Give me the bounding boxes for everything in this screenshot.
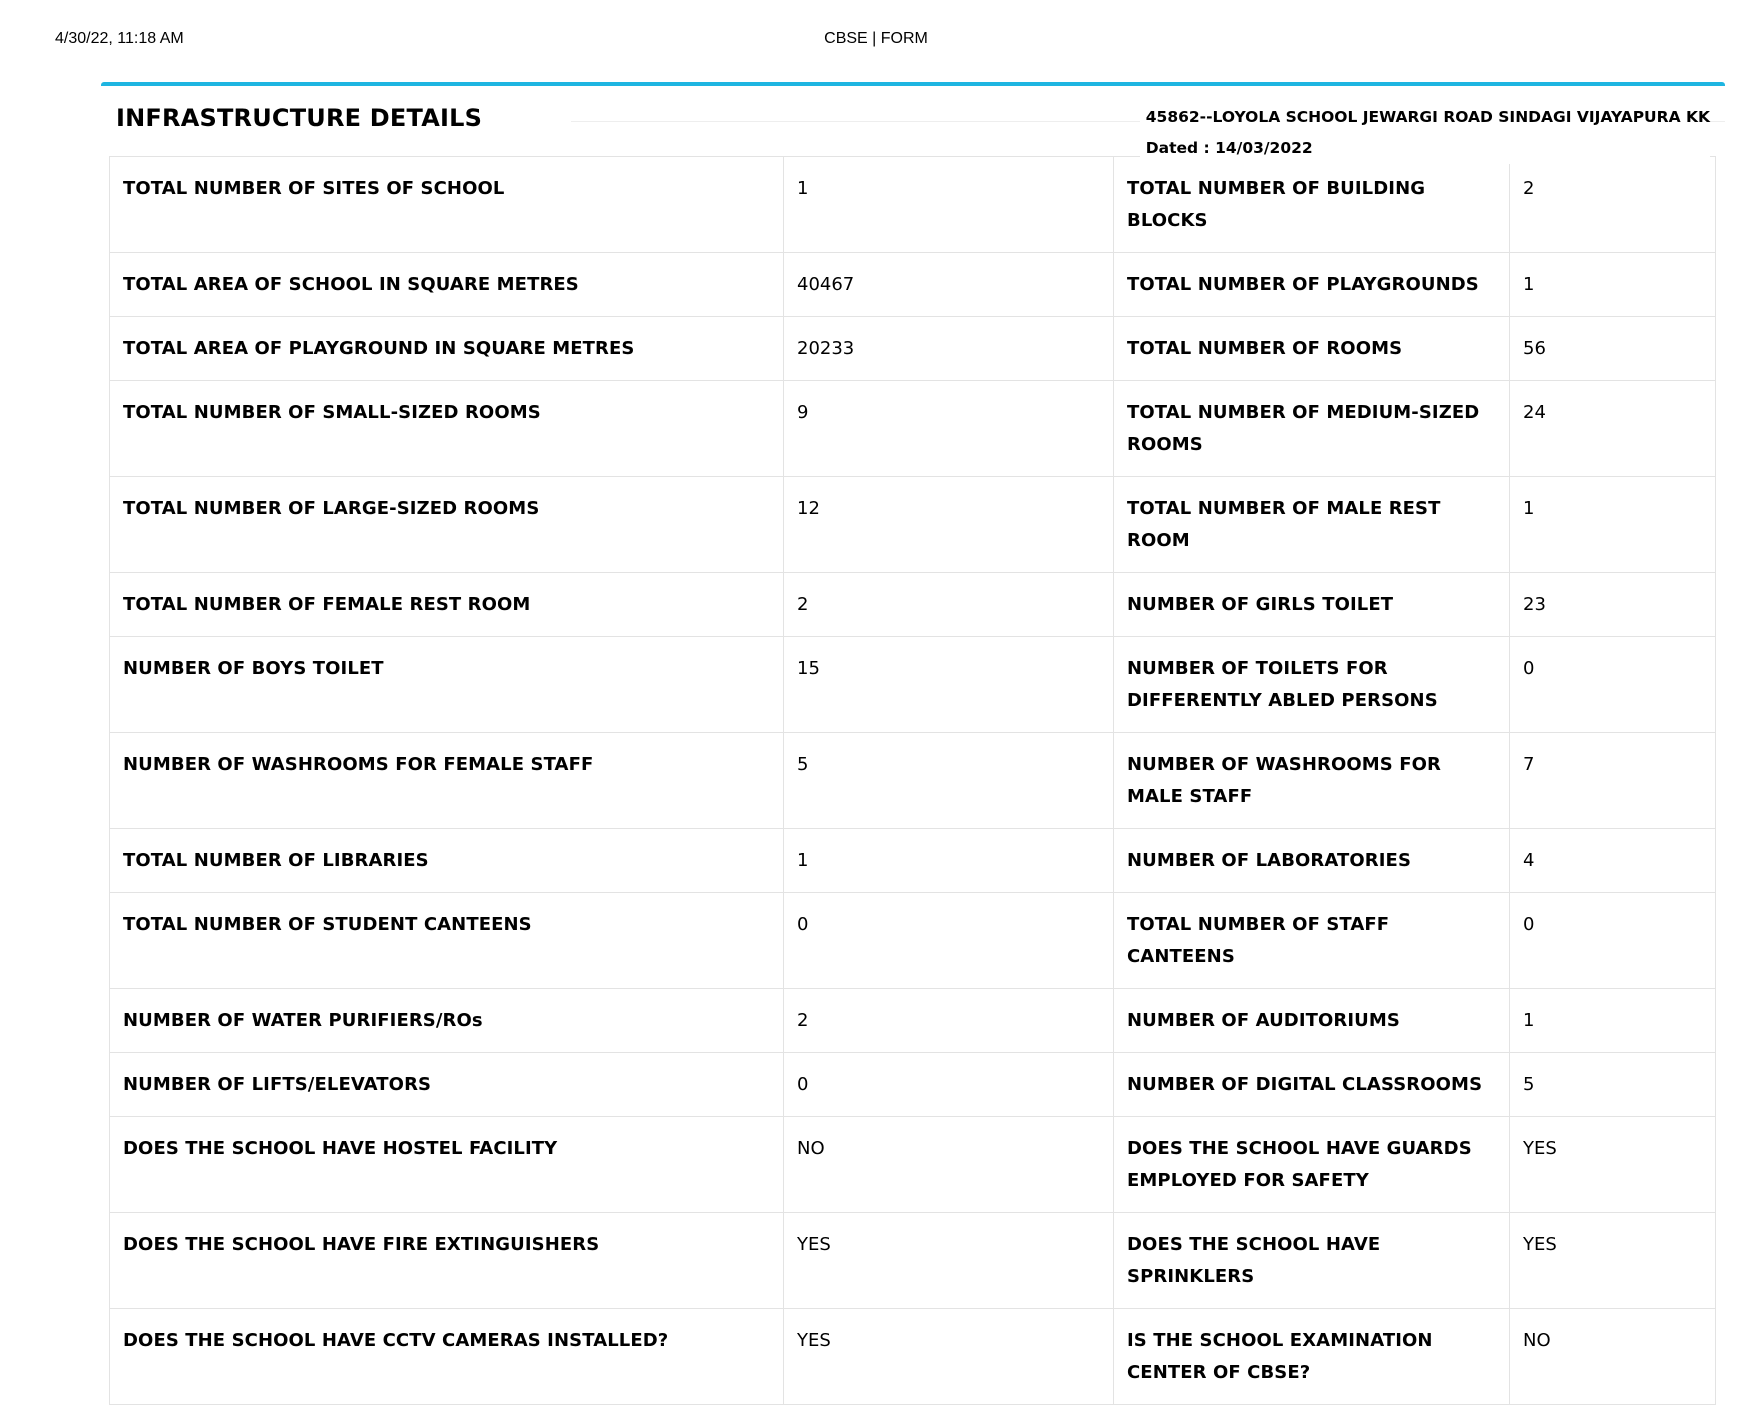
field-value: 20233	[784, 317, 1114, 381]
field-label: TOTAL NUMBER OF STAFF CANTEENS	[1114, 893, 1510, 989]
dated-label: Dated : 14/03/2022	[1145, 139, 1313, 157]
field-label: NUMBER OF DIGITAL CLASSROOMS	[1114, 1053, 1510, 1117]
field-label: NUMBER OF BOYS TOILET	[110, 637, 784, 733]
field-value: 1	[1510, 253, 1716, 317]
table-row	[110, 637, 1716, 733]
field-value: NO	[784, 1117, 1114, 1213]
field-value: 1	[784, 829, 1114, 893]
field-value: 40467	[784, 253, 1114, 317]
section-title: INFRASTRUCTURE DETAILS	[116, 104, 483, 132]
field-label: TOTAL NUMBER OF LARGE-SIZED ROOMS	[110, 477, 784, 573]
field-value: 9	[784, 381, 1114, 477]
table-row	[110, 1309, 1716, 1405]
field-label: TOTAL NUMBER OF STUDENT CANTEENS	[110, 893, 784, 989]
field-label: TOTAL NUMBER OF MALE REST ROOM	[1114, 477, 1510, 573]
table-row	[110, 1117, 1716, 1213]
table-row	[110, 1053, 1716, 1117]
table-row	[110, 1213, 1716, 1309]
table-row	[110, 893, 1716, 989]
table-row	[110, 253, 1716, 317]
school-name: 45862--LOYOLA SCHOOL JEWARGI ROAD SINDAGI VIJAYAPURA KK	[1145, 108, 1710, 126]
field-value: 1	[1510, 989, 1716, 1053]
field-label: TOTAL NUMBER OF SITES OF SCHOOL	[110, 157, 784, 253]
field-value: 24	[1510, 381, 1716, 477]
table-row	[110, 829, 1716, 893]
infrastructure-table	[109, 156, 1716, 1405]
field-label: TOTAL AREA OF SCHOOL IN SQUARE METRES	[110, 253, 784, 317]
table-row	[110, 157, 1716, 253]
field-value: YES	[784, 1213, 1114, 1309]
field-value: 0	[1510, 893, 1716, 989]
table-row	[110, 381, 1716, 477]
card-header	[101, 86, 1725, 156]
field-label: DOES THE SCHOOL HAVE FIRE EXTINGUISHERS	[110, 1213, 784, 1309]
school-info	[1140, 102, 1710, 164]
field-label: DOES THE SCHOOL HAVE HOSTEL FACILITY	[110, 1117, 784, 1213]
field-label: NUMBER OF LIFTS/ELEVATORS	[110, 1053, 784, 1117]
field-label: NUMBER OF WASHROOMS FOR MALE STAFF	[1114, 733, 1510, 829]
field-value: YES	[1510, 1117, 1716, 1213]
field-value: 4	[1510, 829, 1716, 893]
field-value: 15	[784, 637, 1114, 733]
field-value: 1	[1510, 477, 1716, 573]
field-label: TOTAL AREA OF PLAYGROUND IN SQUARE METRES	[110, 317, 784, 381]
field-label: NUMBER OF WASHROOMS FOR FEMALE STAFF	[110, 733, 784, 829]
infrastructure-card	[101, 82, 1725, 1405]
table-row	[110, 573, 1716, 637]
field-value: YES	[784, 1309, 1114, 1405]
field-label: NUMBER OF GIRLS TOILET	[1114, 573, 1510, 637]
field-label: NUMBER OF WATER PURIFIERS/ROs	[110, 989, 784, 1053]
field-value: 0	[1510, 637, 1716, 733]
field-value: 5	[784, 733, 1114, 829]
field-label: IS THE SCHOOL EXAMINATION CENTER OF CBSE?	[1114, 1309, 1510, 1405]
field-label: TOTAL NUMBER OF ROOMS	[1114, 317, 1510, 381]
field-value: 2	[784, 573, 1114, 637]
table-row	[110, 733, 1716, 829]
table-row	[110, 989, 1716, 1053]
field-value: 1	[784, 157, 1114, 253]
field-label: TOTAL NUMBER OF SMALL-SIZED ROOMS	[110, 381, 784, 477]
table-row	[110, 477, 1716, 573]
print-page-title: CBSE | FORM	[824, 30, 928, 47]
field-value: 56	[1510, 317, 1716, 381]
table-row	[110, 317, 1716, 381]
field-label: DOES THE SCHOOL HAVE GUARDS EMPLOYED FOR SAFETY	[1114, 1117, 1510, 1213]
field-value: 7	[1510, 733, 1716, 829]
field-value: 12	[784, 477, 1114, 573]
field-value: 0	[784, 1053, 1114, 1117]
print-header	[55, 30, 1697, 52]
field-label: NUMBER OF LABORATORIES	[1114, 829, 1510, 893]
field-label: NUMBER OF AUDITORIUMS	[1114, 989, 1510, 1053]
field-value: 2	[1510, 157, 1716, 253]
field-label: TOTAL NUMBER OF MEDIUM-SIZED ROOMS	[1114, 381, 1510, 477]
field-value: 0	[784, 893, 1114, 989]
field-value: NO	[1510, 1309, 1716, 1405]
field-value: 23	[1510, 573, 1716, 637]
field-value: 2	[784, 989, 1114, 1053]
table-body	[110, 157, 1716, 1405]
field-label: TOTAL NUMBER OF LIBRARIES	[110, 829, 784, 893]
print-datetime: 4/30/22, 11:18 AM	[55, 30, 184, 47]
field-label: TOTAL NUMBER OF BUILDING BLOCKS	[1114, 157, 1510, 253]
field-label: TOTAL NUMBER OF FEMALE REST ROOM	[110, 573, 784, 637]
field-value: 5	[1510, 1053, 1716, 1117]
field-label: TOTAL NUMBER OF PLAYGROUNDS	[1114, 253, 1510, 317]
field-label: NUMBER OF TOILETS FOR DIFFERENTLY ABLED PERSONS	[1114, 637, 1510, 733]
field-label: DOES THE SCHOOL HAVE CCTV CAMERAS INSTALLED?	[110, 1309, 784, 1405]
field-label: DOES THE SCHOOL HAVE SPRINKLERS	[1114, 1213, 1510, 1309]
field-value: YES	[1510, 1213, 1716, 1309]
